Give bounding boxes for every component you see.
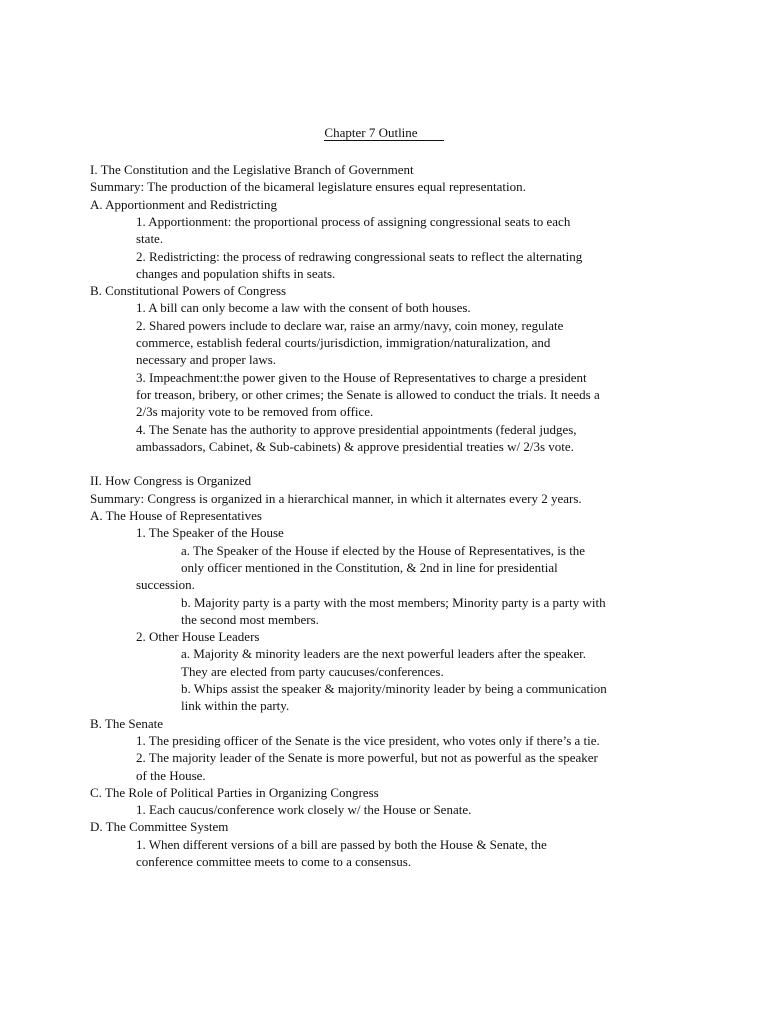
outline-line: conference committee meets to come to a consensus. — [136, 854, 412, 869]
outline-line: I. The Constitution and the Legislative Branch of Government — [90, 162, 414, 177]
outline-line: the second most members. — [181, 611, 319, 627]
outline-line: II. How Congress is Organized — [90, 473, 252, 489]
outline-line: ambassadors, Cabinet, & Sub-cabinets) & approve presidential treaties w/ 2/3s vote. — [136, 438, 574, 454]
outline-line: of the House. — [136, 767, 206, 783]
title-container — [0, 125, 768, 141]
outline-line: 4. The Senate has the authority to approve presidential appointments (federal judges, — [136, 421, 577, 437]
outline-line: 1. The presiding officer of the Senate is the vice president, who votes only if there’s a tie. — [136, 732, 600, 748]
outline-line: link within the party. — [181, 698, 290, 714]
outline-line: A. The House of Representatives — [90, 508, 262, 523]
outline-line: 1. When different versions of a bill are passed by both the House & Senate, the — [136, 836, 547, 852]
outline-line: D. The Committee System — [90, 819, 229, 835]
outline-line: They are elected from party caucuses/conferences. — [181, 663, 444, 679]
outline-line: state. — [136, 231, 164, 247]
outline-line: changes and population shifts in seats. — [136, 265, 336, 281]
outline-line: Summary: The production of the bicameral legislature ensures equal representation. — [90, 179, 526, 195]
outline-line: for treason, bribery, or other crimes; the Senate is allowed to conduct the trials. It needs a — [136, 386, 600, 402]
outline-line: B. Constitutional Powers of Congress — [90, 283, 287, 299]
outline-line: 2. The majority leader of the Senate is more powerful, but not as powerful as the speaker — [136, 750, 598, 766]
outline-line: A. Apportionment and Redistricting — [90, 196, 278, 212]
outline-line: succession. — [136, 577, 195, 593]
outline-line: 3. Impeachment:the power given to the House of Representatives to charge a president — [136, 369, 587, 385]
outline-line: necessary and proper laws. — [136, 352, 277, 368]
outline-line: 2. Redistricting: the process of redrawing congressional seats to reflect the alternating — [136, 248, 583, 264]
outline-line: commerce, establish federal courts/jurisdiction, immigration/naturalization, and — [136, 335, 551, 350]
outline-line: 1. The Speaker of the House — [136, 525, 284, 541]
outline-line: 2. Other House Leaders — [136, 629, 260, 645]
outline-line: only officer mentioned in the Constitution, & 2nd in line for presidential — [181, 559, 558, 575]
outline-line: B. The Senate — [90, 715, 164, 731]
outline-line: b. Majority party is a party with the most members; Minority party is a party with — [181, 594, 606, 610]
outline-line: 1. Apportionment: the proportional process of assigning congressional seats to each — [136, 213, 571, 229]
outline-line: 1. A bill can only become a law with the consent of both houses. — [136, 300, 471, 316]
outline-line: a. The Speaker of the House if elected by the House of Representatives, is the — [181, 542, 586, 558]
outline-line: b. Whips assist the speaker & majority/minority leader by being a communication — [181, 681, 607, 696]
outline-line: Summary: Congress is organized in a hierarchical manner, in which it alternates every 2 years. — [90, 490, 582, 506]
outline-line: C. The Role of Political Parties in Organizing Congress — [90, 784, 379, 800]
outline-line: 2. Shared powers include to declare war, raise an army/navy, coin money, regulate — [136, 317, 564, 333]
outline-line: a. Majority & minority leaders are the next powerful leaders after the speaker. — [181, 646, 587, 662]
outline-line: 2/3s majority vote to be removed from office. — [136, 404, 374, 420]
outline-line: 1. Each caucus/conference work closely w/ the House or Senate. — [136, 802, 472, 818]
page-title: Chapter 7 Outline — [324, 126, 443, 141]
